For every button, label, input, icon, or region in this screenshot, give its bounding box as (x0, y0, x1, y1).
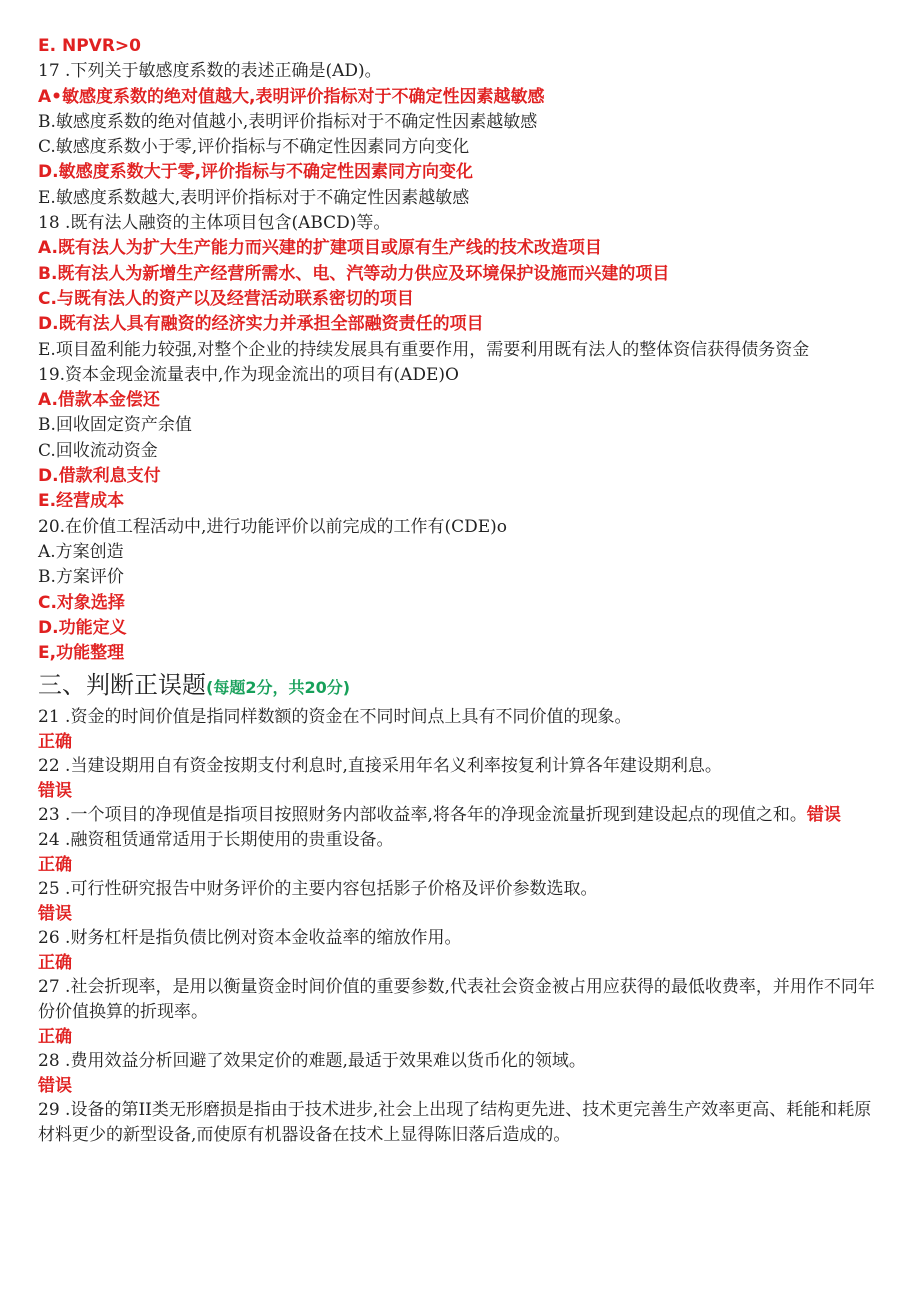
tf-a27: 正确 (38, 1027, 72, 1048)
q19-option-e: E.经营成本 (38, 491, 125, 512)
tf-a24: 正确 (38, 855, 72, 876)
q19-option-b: B.回收固定资产余值 (38, 415, 192, 436)
tf-q23 (38, 803, 878, 828)
q19-stem: 19.资本金现金流量表中,作为现金流出的项目有(ADE)O (38, 364, 459, 385)
q18-option-e: E.项目盈利能力较强,对整个企业的持续发展具有重要作用，需要利用既有法人的整体资信获得债务资金 (38, 339, 810, 360)
tf-q23-text: 23 .一个项目的净现值是指项目按照财务内部收益率,将各年的净现金流量折现到建设起点的现值之和。 (38, 805, 807, 826)
tf-a21: 正确 (38, 732, 72, 753)
q20-option-a: A.方案创造 (38, 541, 124, 562)
tf-a28: 错误 (38, 1076, 72, 1097)
tf-a22: 错误 (38, 781, 72, 802)
q20-option-b: B.方案评价 (38, 567, 124, 588)
q17-stem: 17 .下列关于敏感度系数的表述正确是(AD)。 (38, 61, 382, 82)
tf-q26: 26 .财务杠杆是指负债比例对资本金收益率的缩放作用。 (38, 928, 462, 949)
q20-option-d: D.功能定义 (38, 617, 127, 638)
q17-option-c: C.敏感度系数小于零,评价指标与不确定性因素同方向变化 (38, 137, 470, 158)
section-heading (38, 668, 878, 705)
tf-q29: 29 .设备的第II类无形磨损是指由于技术进步,社会上出现了结构更先进、技术更完善生产效率更高、耗能和耗原材料更少的新型设备,而使原有机器设备在技术上显得陈旧落后造成的。 (38, 1100, 872, 1146)
q20-option-c: C.对象选择 (38, 592, 125, 613)
q18-option-c: C.与既有法人的资产以及经营活动联系密切的项目 (38, 288, 414, 309)
tf-q21: 21 .资金的时间价值是指同样数额的资金在不同时间点上具有不同价值的现象。 (38, 707, 632, 728)
q18-option-d: D.既有法人具有融资的经济实力并承担全部融资责任的项目 (38, 314, 484, 335)
section-score-note: (每题2分，共20分) (206, 678, 351, 698)
q18-stem: 18 .既有法人融资的主体项目包含(ABCD)等。 (38, 213, 391, 234)
q17-option-d: D.敏感度系数大于零,评价指标与不确定性因素同方向变化 (38, 162, 474, 183)
tf-a26: 正确 (38, 953, 72, 974)
tf-q28: 28 .费用效益分析回避了效果定价的难题,最适于效果难以货币化的领域。 (38, 1051, 586, 1072)
q17-option-a: A•敏感度系数的绝对值越大,表明评价指标对于不确定性因素越敏感 (38, 86, 545, 107)
q19-option-d: D.借款利息支付 (38, 466, 161, 487)
q16-option-e: E. NPVR>0 (38, 36, 141, 56)
tf-a25: 错误 (38, 904, 72, 925)
q17-option-e: E.敏感度系数越大,表明评价指标对于不确定性因素越敏感 (38, 187, 470, 208)
q17-option-b: B.敏感度系数的绝对值越小,表明评价指标对于不确定性因素越敏感 (38, 111, 538, 132)
q20-option-e: E,功能整理 (38, 643, 125, 664)
tf-q27: 27 .社会折现率，是用以衡量资金时间价值的重要参数,代表社会资金被占用应获得的最低收费率，并用作不同年份价值换算的折现率。 (38, 977, 875, 1023)
q18-option-b: B.既有法人为新增生产经营所需水、电、汽等动力供应及环境保护设施而兴建的项目 (38, 263, 670, 284)
tf-q25: 25 .可行性研究报告中财务评价的主要内容包括影子价格及评价参数选取。 (38, 879, 598, 900)
q19-option-c: C.回收流动资金 (38, 440, 158, 461)
q19-option-a: A.借款本金偿还 (38, 390, 160, 411)
q20-stem: 20.在价值工程活动中,进行功能评价以前完成的工作有(CDE)o (38, 516, 507, 537)
document-page (38, 34, 878, 1148)
section-title: 三、判断正误题 (38, 671, 206, 700)
tf-q22: 22 .当建设期用自有资金按期支付利息时,直接采用年名义利率按复利计算各年建设期利息。 (38, 756, 722, 777)
q18-option-a: A.既有法人为扩大生产能力而兴建的扩建项目或原有生产线的技术改造项目 (38, 238, 602, 259)
tf-a23: 错误 (806, 805, 841, 826)
tf-q24: 24 .融资租赁通常适用于长期使用的贵重设备。 (38, 830, 394, 851)
